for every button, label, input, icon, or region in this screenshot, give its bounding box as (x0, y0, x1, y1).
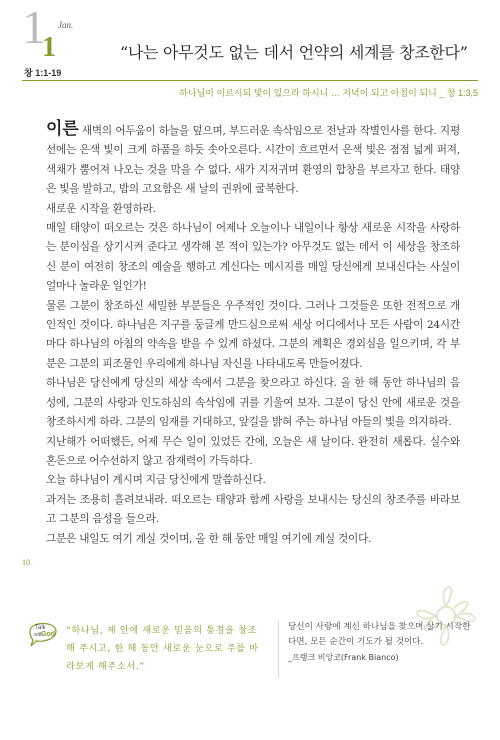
footer-divider (278, 620, 279, 678)
quote-text: 당신이 사랑에 계신 하나님을 찾으며 살기 시작한다면, 모든 순간이 기도가 될 것이다. (288, 622, 471, 647)
page-title: “나는 아무것도 없는 데서 언약의 세계를 창조한다” (120, 43, 468, 62)
body-paragraph: 과거는 조용히 흘려보내라. 떠오르는 태양과 함께 사랑을 보내시는 당신의 창조주를 바라보고 그분의 음성을 들으라. (46, 493, 460, 526)
body-paragraph: 오늘 하나님이 계시며 지금 당신에게 말씀하신다. (46, 474, 266, 487)
body-paragraph: 하나님은 당신에게 당신의 세상 속에서 그분을 찾으라고 하신다. 올 한 해 동안 하나님의 음성에, 그분의 사랑과 인도하심의 속삭임에 귀를 기울여 보자. 그분이 당신 안에 새로운 것을 창조하시게 하라. 그분의 임재를 기대하고, 앞길을 밝혀 주는 하나님 아들의 빛을 의지하라. (46, 377, 460, 429)
prayer-text: “하나님, 제 안에 새로운 믿음의 통경을 창조해 주시고, 한 해 동안 새로운 눈으로 주를 바라보게 해주소서.” (66, 625, 259, 672)
body-paragraph: 새로운 시작을 환영하라. (46, 202, 156, 215)
quote-block (288, 620, 472, 665)
body-paragraph: 지난해가 어떠했든, 어제 무슨 일이 있었든 간에, 오늘은 새 날이다. 완전히 새롭다. 실수와 혼돈으로 어수선하지 않고 잠재력이 가득하다. (46, 435, 460, 467)
body-paragraph: 그분은 내일도 여기 계실 것이며, 올 한 해 동안 매일 여기에 계실 것이다. (46, 532, 372, 545)
body-paragraph (46, 120, 460, 200)
date-block (22, 1, 82, 70)
quote-author: _프랭크 비앙코(Frank Bianco) (288, 653, 399, 662)
lead-paragraph-text: 새벽의 어두움이 하늘을 덮으며, 부드러운 속삭임으로 전날과 작별인사를 한다. 지평선에는 은색 빛이 크게 하품을 하듯 솟아오른다. 시간이 흐르면서 은색 빛은 점점 넓게 퍼져, 색채가 뿜어져 나오는 것을 막을 수 없다. 새가 지저귀며 환영의 합창을 부르자고 한다. 태양은 빛을 발하고, 밤의 고요함은 새 날의 권위에 굴복한다. (46, 125, 460, 196)
talk-with-god-badge-icon (26, 615, 60, 649)
body-paragraph: 매일 태양이 떠오르는 것은 하나님이 어제나 오늘이나 내일이나 항상 새로운 시작을 사랑하는 분이심을 상기시켜 준다고 생각해 본 적이 있는가? 아무것도 없는 데서 이 세상을 창조하신 분이 여전히 창조의 예술을 행하고 계신다는 메시지를 매일 당신에게 보내신다는 사실이 얼마나 놀라운 일인가! (46, 222, 460, 293)
lead-word: 이른 (46, 119, 79, 139)
badge-line-talk: Talk (35, 625, 46, 631)
devotional-body (46, 120, 460, 549)
date-month: Jan. (58, 20, 74, 30)
badge-line-god: God (41, 631, 55, 638)
header-rule (22, 80, 478, 81)
date-day-small: 1 (42, 32, 56, 63)
badge-line-with: with (34, 632, 43, 638)
date-day-large: 1 (22, 1, 46, 54)
page-number: 10 (22, 558, 30, 567)
body-paragraph: 물론 그분이 창조하신 세밀한 부분들은 우주적인 것이다. 그러나 그것들은 또한 전적으로 개인적인 것이다. 하나님은 지구를 둥글게 만드심으로써 세상 어디에서나 모든 사람이 24시간마다 하나님의 아침의 약속을 받을 수 있게 하셨다. 그분의 계획은 경외심을 일으키며, 각 부분은 그분의 피조물인 우리에게 하나님 자신을 나타내도록 만들어졌다. (46, 299, 460, 370)
key-verse: 하나님이 이르시되 빛이 있으라 하시니 … 저녁이 되고 아침이 되니 _ 창 1:3,5 (179, 88, 478, 98)
scripture-reference: 창 1:1-19 (24, 68, 62, 78)
